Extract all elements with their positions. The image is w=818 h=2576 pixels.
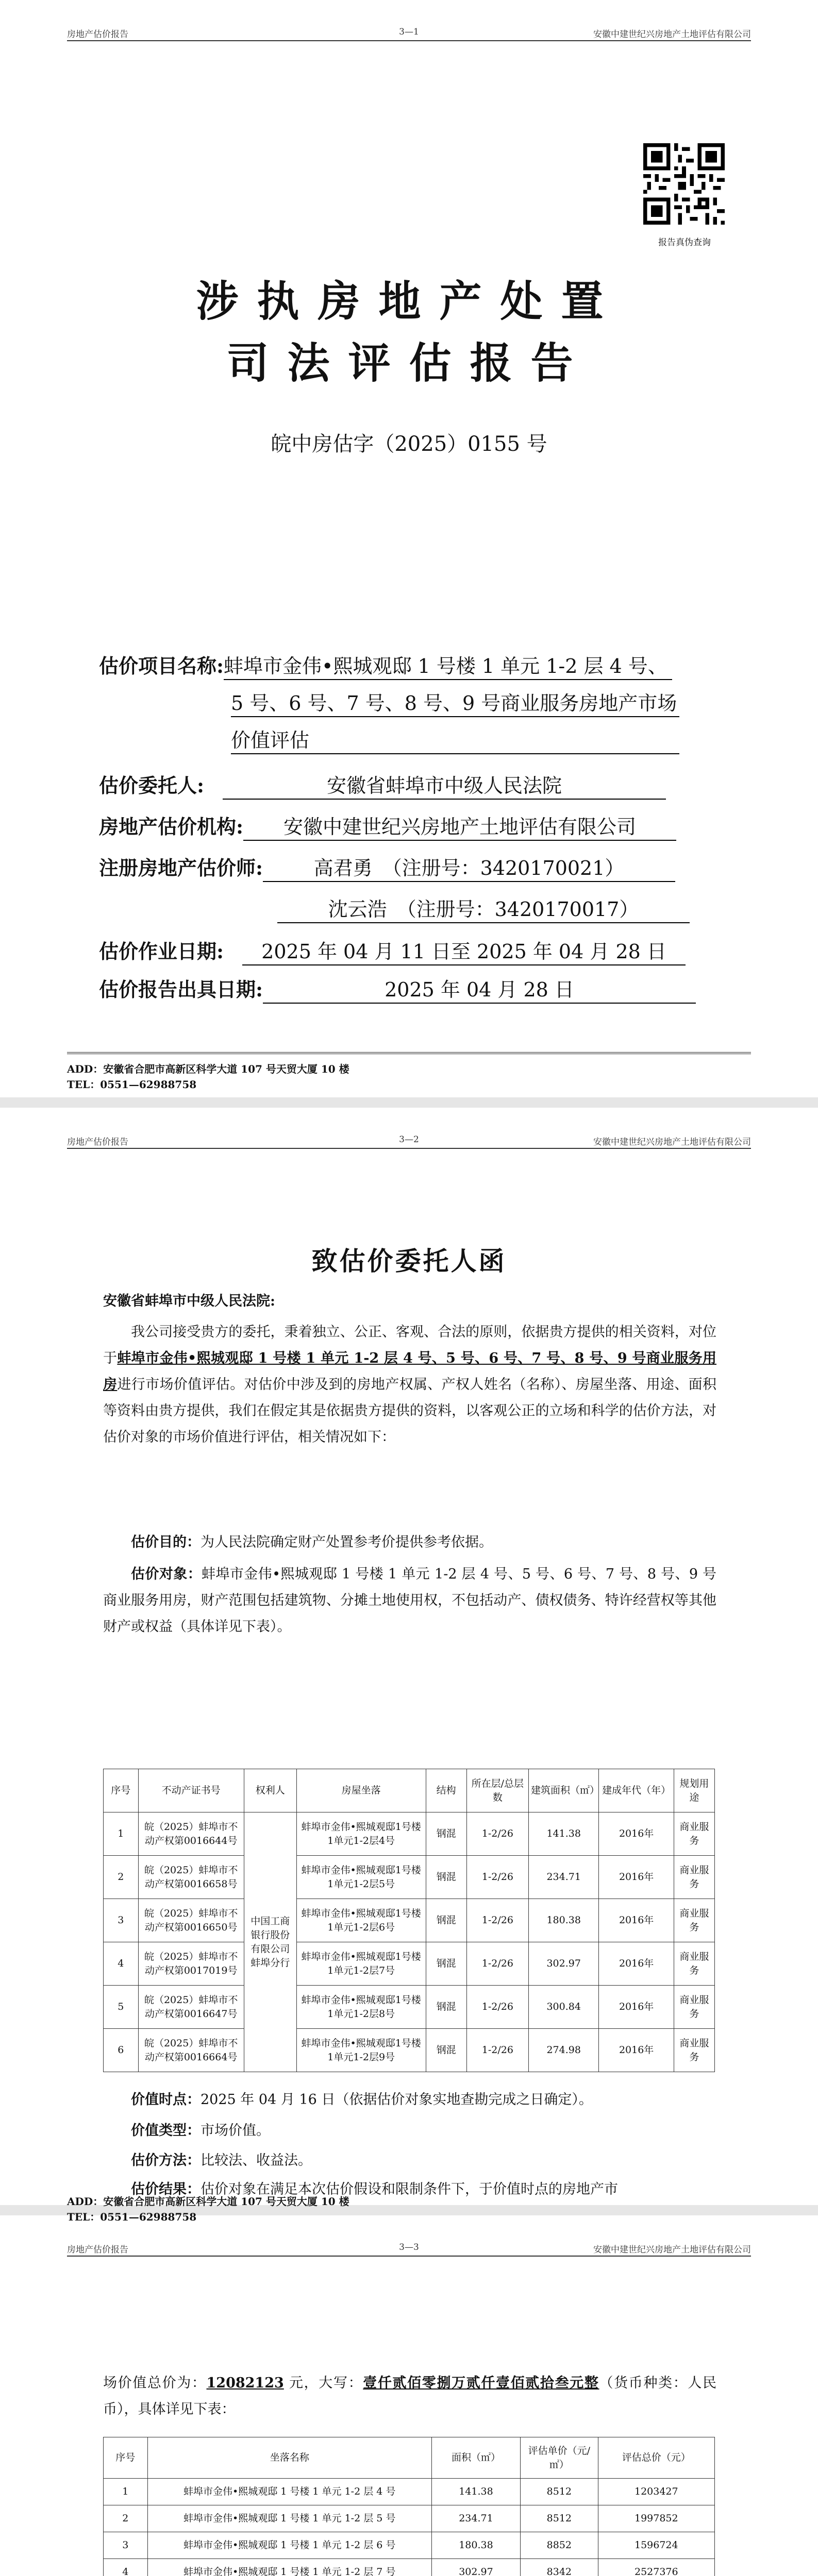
project-value-2: 5 号、6 号、7 号、8 号、9 号商业服务房地产市场 — [231, 690, 679, 717]
cell-area: 234.71 — [529, 1856, 599, 1899]
footer-address: ADD：安徽省合肥市高新区科学大道 107 号天贸大厦 10 楼 — [67, 2195, 349, 2208]
cell-no: 6 — [104, 2029, 139, 2072]
appraiser-2: 沈云浩 （注册号：3420170017） — [277, 896, 690, 923]
th-owner: 权利人 — [244, 1769, 296, 1812]
table-row — [104, 1986, 715, 2029]
cell-year: 2016年 — [599, 1986, 674, 2029]
th-use: 规划用途 — [674, 1769, 714, 1812]
work-date-value: 2025 年 04 月 11 日至 2025 年 04 月 28 日 — [242, 939, 686, 965]
result-label: 估价结果： — [131, 2181, 201, 2197]
cell-structure: 钢混 — [426, 1986, 466, 2029]
issue-date-label: 估价报告出具日期: — [99, 978, 263, 1001]
cover-page — [0, 0, 818, 1097]
page-footer — [67, 1052, 751, 1092]
cell-location: 蚌埠市金伟•熙城观邸 1 号楼 1 单元 1-2 层 6 号 — [147, 2532, 431, 2559]
table-row — [104, 2029, 715, 2072]
cell-floor: 1-2/26 — [466, 1899, 528, 1942]
project-value-1: 蚌埠市金伟•熙城观邸 1 号楼 1 单元 1-2 层 4 号、 — [224, 653, 672, 680]
cell-floor: 1-2/26 — [466, 1812, 528, 1856]
cell-location: 蚌埠市金伟•熙城观邸 1 号楼 1 单元 1-2 层 4 号 — [147, 2479, 431, 2505]
cell-owner: 中国工商银行股份有限公司蚌埠分行 — [244, 1812, 296, 2072]
th-floor: 所在层/总层数 — [466, 1769, 528, 1812]
footer-address: ADD：安徽省合肥市高新区科学大道 107 号天贸大厦 10 楼 — [67, 1063, 349, 1075]
work-date-label: 估价作业日期: — [99, 940, 224, 963]
table-row — [104, 2559, 715, 2576]
cell-cert: 皖（2025）蚌埠市不动产权第0017019号 — [138, 1942, 244, 1986]
agency-label: 房地产估价机构: — [99, 815, 244, 838]
table-row — [104, 2505, 715, 2532]
qr-caption: 报告真伪查询 — [658, 238, 711, 248]
cell-structure: 钢混 — [426, 1942, 466, 1986]
cell-use: 商业服务 — [674, 1986, 714, 2029]
client-row — [99, 773, 666, 800]
page-header — [67, 26, 751, 41]
value-type-value: 市场价值。 — [201, 2123, 270, 2139]
table-row — [104, 1856, 715, 1899]
cell-year: 2016年 — [599, 2029, 674, 2072]
work-date-row — [99, 939, 686, 965]
cell-location: 蚌埠市金伟•熙城观邸1号楼1单元1-2层5号 — [296, 1856, 426, 1899]
results-page — [0, 2195, 818, 2576]
cell-cert: 皖（2025）蚌埠市不动产权第0016647号 — [138, 1986, 244, 2029]
cell-use: 商业服务 — [674, 1942, 714, 1986]
agency-row — [99, 814, 676, 841]
project-name-row — [99, 653, 672, 680]
th-structure: 结构 — [426, 1769, 466, 1812]
para1-a: 我公司接受贵方的委托，秉着独立、公正、客观、合法的原则，依据贵方提供的相关资料，对位于 — [103, 1324, 716, 1366]
th-year: 建成年代（年） — [599, 1769, 674, 1812]
cell-price: 8852 — [521, 2532, 598, 2559]
object-label: 估价对象： — [131, 1566, 202, 1582]
cell-cert: 皖（2025）蚌埠市不动产权第0016658号 — [138, 1856, 244, 1899]
cell-location: 蚌埠市金伟•熙城观邸1号楼1单元1-2层8号 — [296, 1986, 426, 2029]
project-value-3: 价值评估 — [231, 727, 679, 754]
th-no: 序号 — [104, 2437, 148, 2479]
cell-year: 2016年 — [599, 1856, 674, 1899]
cell-area: 302.97 — [529, 1942, 599, 1986]
result-value: 估价对象在满足本次估价假设和限制条件下，于价值时点的房地产市 — [201, 2181, 618, 2197]
purpose-label: 估价目的： — [131, 1534, 201, 1550]
cell-location: 蚌埠市金伟•熙城观邸1号楼1单元1-2层6号 — [296, 1899, 426, 1942]
appraiser-label: 注册房地产估价师: — [99, 856, 263, 879]
cell-use: 商业服务 — [674, 1899, 714, 1942]
purpose-para — [103, 1529, 716, 1555]
appraiser-row-2 — [277, 896, 690, 923]
cell-no: 1 — [104, 1812, 139, 1856]
value-type-label: 价值类型： — [131, 2123, 201, 2139]
cell-area: 300.84 — [529, 1986, 599, 2029]
cell-no: 3 — [104, 1899, 139, 1942]
cell-area: 274.98 — [529, 2029, 599, 2072]
th-location: 房屋坐落 — [296, 1769, 426, 1812]
issue-date-value: 2025 年 04 月 28 日 — [263, 977, 696, 1004]
header-left: 房地产估价报告 — [67, 2245, 128, 2255]
cell-no: 1 — [104, 2479, 148, 2505]
header-right: 安徽中建世纪兴房地产土地评估有限公司 — [593, 1137, 751, 1147]
cell-area: 234.71 — [431, 2505, 520, 2532]
th-area: 面积（㎡） — [431, 2437, 520, 2479]
qr-code-icon[interactable] — [643, 143, 725, 225]
cell-floor: 1-2/26 — [466, 1986, 528, 2029]
page-header — [67, 1133, 751, 1149]
report-number: 皖中房估字（2025）0155 号 — [271, 432, 547, 456]
report-title-line1: 涉执房地产处置 — [196, 277, 622, 326]
table-row — [104, 1812, 715, 1856]
para1-c: 进行市场价值评估。对估价中涉及到的房地产权属、产权人姓名（名称）、房屋坐落、用途、面积等资料由贵方提供，我们在假定其是依据贵方提供的资料，以客观公正的立场和科学的估价方法，对估价对象的市场价值进行评估，相关情况如下： — [103, 1377, 717, 1445]
th-total: 评估总价（元） — [598, 2437, 714, 2479]
client-value: 安徽省蚌埠市中级人民法院 — [223, 773, 666, 800]
cell-floor: 1-2/26 — [466, 1856, 528, 1899]
th-area: 建筑面积（㎡） — [529, 1769, 599, 1812]
cell-area: 141.38 — [431, 2479, 520, 2505]
cell-area: 180.38 — [431, 2532, 520, 2559]
prev-page-footer — [67, 2194, 751, 2225]
para1-b: 蚌埠市金伟•熙城观邸 1 号楼 1 单元 1-2 层 4 号、5 号、6 号、7 号、8 号、9 号商业服务用房 — [103, 1350, 717, 1393]
method-value: 比较法、收益法。 — [201, 2153, 312, 2168]
table-row — [104, 1942, 715, 1986]
cell-no: 5 — [104, 1986, 139, 2029]
value-number: 12082123 — [206, 2375, 284, 2391]
cell-cert: 皖（2025）蚌埠市不动产权第0016644号 — [138, 1812, 244, 1856]
th-location: 坐落名称 — [147, 2437, 431, 2479]
issue-date-row — [99, 977, 696, 1004]
header-left: 房地产估价报告 — [67, 29, 128, 40]
cell-total: 2527376 — [598, 2559, 714, 2576]
cell-location: 蚌埠市金伟•熙城观邸1号楼1单元1-2层7号 — [296, 1942, 426, 1986]
table-row — [104, 2532, 715, 2559]
project-label: 估价项目名称: — [99, 654, 224, 677]
appraiser-1: 高君勇 （注册号：3420170021） — [263, 855, 675, 882]
cell-no: 3 — [104, 2532, 148, 2559]
cell-location: 蚌埠市金伟•熙城观邸1号楼1单元1-2层9号 — [296, 2029, 426, 2072]
header-right: 安徽中建世纪兴房地产土地评估有限公司 — [593, 2245, 751, 2255]
page-header — [67, 2241, 751, 2257]
value-line-c: （货币种类：人民币），具体详见下表： — [103, 2375, 717, 2417]
cell-year: 2016年 — [599, 1899, 674, 1942]
header-page-number: 3—3 — [399, 2242, 419, 2252]
cell-no: 4 — [104, 2559, 148, 2576]
value-date-para — [103, 2087, 716, 2113]
value-type-para — [103, 2117, 716, 2144]
cell-year: 2016年 — [599, 1942, 674, 1986]
cell-area: 302.97 — [431, 2559, 520, 2576]
cell-use: 商业服务 — [674, 1812, 714, 1856]
cell-cert: 皖（2025）蚌埠市不动产权第0016650号 — [138, 1899, 244, 1942]
cell-floor: 1-2/26 — [466, 2029, 528, 2072]
cell-total: 1997852 — [598, 2505, 714, 2532]
value-line-a: 场价值总价为： — [103, 2375, 207, 2391]
client-label: 估价委托人: — [99, 774, 205, 797]
purpose-value: 为人民法院确定财产处置参考价提供参考依据。 — [201, 1534, 493, 1550]
agency-value: 安徽中建世纪兴房地产土地评估有限公司 — [243, 814, 676, 841]
cell-structure: 钢混 — [426, 1856, 466, 1899]
letter-addressee: 安徽省蚌埠市中级人民法院: — [103, 1293, 275, 1309]
value-date-label: 价值时点： — [131, 2092, 201, 2108]
cell-total: 1203427 — [598, 2479, 714, 2505]
object-para — [103, 1561, 716, 1640]
cell-use: 商业服务 — [674, 2029, 714, 2072]
footer-tel: TEL：0551—62988758 — [67, 2211, 197, 2223]
th-cert: 不动产证书号 — [138, 1769, 244, 1812]
value-line-b: 元，大写： — [283, 2375, 363, 2391]
property-table — [103, 1769, 715, 2072]
method-label: 估价方法： — [131, 2153, 201, 2168]
cell-price: 8342 — [521, 2559, 598, 2576]
cell-floor: 1-2/26 — [466, 1942, 528, 1986]
total-value-para — [103, 2370, 716, 2422]
header-left: 房地产估价报告 — [67, 1137, 128, 1147]
th-unit-price: 评估单价（元/㎡） — [521, 2437, 598, 2479]
appraiser-row — [99, 855, 675, 882]
value-upper: 壹仟贰佰零捌万贰仟壹佰贰拾叁元整 — [363, 2375, 599, 2391]
th-no: 序号 — [104, 1769, 139, 1812]
cell-location: 蚌埠市金伟•熙城观邸 1 号楼 1 单元 1-2 层 7 号 — [147, 2559, 431, 2576]
footer-tel: TEL：0551—62988758 — [67, 1078, 197, 1091]
cell-no: 2 — [104, 2505, 148, 2532]
cell-structure: 钢混 — [426, 2029, 466, 2072]
cell-no: 2 — [104, 1856, 139, 1899]
cell-location: 蚌埠市金伟•熙城观邸 1 号楼 1 单元 1-2 层 5 号 — [147, 2505, 431, 2532]
header-right: 安徽中建世纪兴房地产土地评估有限公司 — [593, 29, 751, 40]
cell-no: 4 — [104, 1942, 139, 1986]
letter-page — [0, 1108, 818, 2205]
cell-cert: 皖（2025）蚌埠市不动产权第0016664号 — [138, 2029, 244, 2072]
cell-use: 商业服务 — [674, 1856, 714, 1899]
project-name-row-2 — [231, 690, 679, 717]
letter-para-1 — [103, 1319, 716, 1450]
cell-total: 1596724 — [598, 2532, 714, 2559]
cell-area: 141.38 — [529, 1812, 599, 1856]
header-page-number: 3—1 — [399, 27, 419, 37]
cell-year: 2016年 — [599, 1812, 674, 1856]
cell-location: 蚌埠市金伟•熙城观邸1号楼1单元1-2层4号 — [296, 1812, 426, 1856]
valuation-table — [103, 2437, 715, 2576]
cell-structure: 钢混 — [426, 1899, 466, 1942]
method-para — [103, 2147, 716, 2174]
cell-price: 8512 — [521, 2505, 598, 2532]
cell-price: 8512 — [521, 2479, 598, 2505]
letter-title: 致估价委托人函 — [311, 1246, 507, 1276]
table-row — [104, 2479, 715, 2505]
object-value: 蚌埠市金伟•熙城观邸 1 号楼 1 单元 1-2 层 4 号、5 号、6 号、7 号、8 号、9 号商业服务用房，财产范围包括建筑物、分摊土地使用权，不包括动产、债权债务、特许经营权等其他财产或权益（具体详见下表）。 — [103, 1566, 716, 1635]
value-date-value: 2025 年 04 月 16 日（依据估价对象实地查勘完成之日确定）。 — [201, 2092, 593, 2108]
table-row — [104, 1899, 715, 1942]
project-name-row-3 — [231, 727, 679, 754]
cell-structure: 钢混 — [426, 1812, 466, 1856]
report-title-line2: 司法评估报告 — [226, 338, 592, 388]
cell-area: 180.38 — [529, 1899, 599, 1942]
header-page-number: 3—2 — [399, 1134, 419, 1145]
